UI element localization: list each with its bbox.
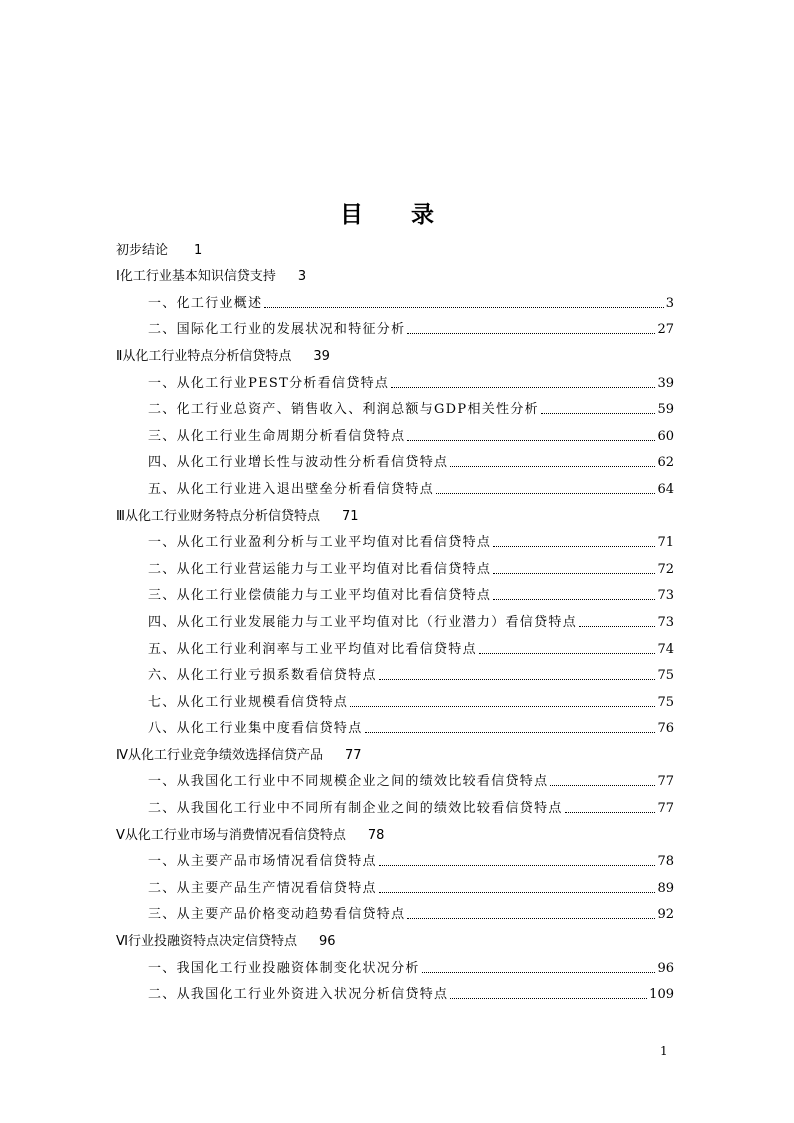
toc-chapter-title: Ⅲ从化工行业财务特点分析信贷特点 <box>116 508 320 524</box>
dot-leader <box>407 440 655 441</box>
toc-section-entry[interactable] <box>116 872 674 899</box>
toc-page-number: 96 <box>657 960 674 976</box>
toc-section-title: 二、从主要产品生产情况看信贷特点 <box>148 880 377 896</box>
toc-page-number: 39 <box>657 375 674 391</box>
toc-chapter-entry[interactable] <box>116 261 674 288</box>
dot-leader <box>379 865 656 866</box>
dot-leader <box>450 466 655 467</box>
toc-section-entry[interactable] <box>116 846 674 873</box>
dot-leader <box>565 812 656 813</box>
dot-leader <box>422 972 656 973</box>
toc-page-number: 60 <box>657 428 674 444</box>
toc-section-entry[interactable] <box>116 713 674 740</box>
dot-leader <box>379 892 656 893</box>
toc-section-entry[interactable] <box>116 527 674 554</box>
toc-page-number: 39 <box>313 348 330 364</box>
dot-leader <box>436 493 655 494</box>
toc-page-number: 109 <box>649 987 674 1003</box>
toc-section-title: 五、从化工行业利润率与工业平均值对比看信贷特点 <box>148 641 477 657</box>
toc-page-number: 72 <box>657 561 674 577</box>
dot-leader <box>391 387 655 388</box>
toc-page-number: 75 <box>657 668 674 684</box>
dot-leader <box>407 333 655 334</box>
toc-section-entry[interactable] <box>116 979 674 1006</box>
dot-leader <box>493 599 655 600</box>
toc-page-number: 77 <box>345 747 362 763</box>
dot-leader <box>579 626 655 627</box>
toc-page-number: 71 <box>657 535 674 551</box>
toc-section-entry[interactable] <box>116 287 674 314</box>
toc-section-entry[interactable] <box>116 367 674 394</box>
toc-section-entry[interactable] <box>116 447 674 474</box>
toc-section-entry[interactable] <box>116 766 674 793</box>
toc-section-title: 二、国际化工行业的发展状况和特征分析 <box>148 322 406 338</box>
page-title: 目 录 <box>339 202 454 228</box>
toc-page-number: 73 <box>657 614 674 630</box>
toc-section-title: 一、我国化工行业投融资体制变化状况分析 <box>148 960 420 976</box>
toc-section-entry[interactable] <box>116 553 674 580</box>
toc-section-title: 五、从化工行业进入退出壁垒分析看信贷特点 <box>148 481 435 497</box>
toc-page-number: 71 <box>341 508 359 524</box>
toc-section-title: 六、从化工行业亏损系数看信贷特点 <box>148 668 377 684</box>
toc-section-title: 三、从化工行业生命周期分析看信贷特点 <box>148 428 406 444</box>
toc-chapter-title: Ⅱ从化工行业特点分析信贷特点 <box>116 348 292 364</box>
toc-section-entry[interactable] <box>116 633 674 660</box>
dot-leader <box>407 918 655 919</box>
dot-leader <box>550 785 655 786</box>
toc-chapter-entry[interactable] <box>116 340 674 367</box>
toc-section-title: 一、从我国化工行业中不同规模企业之间的绩效比较看信贷特点 <box>148 774 549 790</box>
toc-section-title: 四、从化工行业增长性与波动性分析看信贷特点 <box>148 455 449 471</box>
toc-section-entry[interactable] <box>116 314 674 341</box>
toc-chapter-entry[interactable] <box>116 819 674 846</box>
toc-chapter-entry[interactable] <box>116 500 674 527</box>
toc-section-title: 七、从化工行业规模看信贷特点 <box>148 694 349 710</box>
dot-leader <box>379 679 656 680</box>
toc-page-number: 77 <box>657 801 674 817</box>
toc-page-number: 73 <box>657 588 674 604</box>
toc-section-entry[interactable] <box>116 580 674 607</box>
toc-chapter-title: Ⅰ化工行业基本知识信贷支持 <box>116 269 276 285</box>
toc-page-number: 78 <box>367 827 385 843</box>
toc-page-number: 89 <box>657 880 674 896</box>
toc-page-number: 59 <box>657 402 674 418</box>
toc-page-number: 92 <box>657 907 674 923</box>
toc-section-title: 二、化工行业总资产、销售收入、利润总额与GDP相关性分析 <box>148 402 539 418</box>
toc-section-title: 一、从化工行业盈利分析与工业平均值对比看信贷特点 <box>148 535 492 551</box>
table-of-contents <box>116 234 674 1005</box>
dot-leader <box>541 413 655 414</box>
toc-section-entry[interactable] <box>116 686 674 713</box>
toc-section-title: 八、从化工行业集中度看信贷特点 <box>148 721 363 737</box>
dot-leader <box>493 546 655 547</box>
toc-chapter-entry[interactable] <box>116 925 674 952</box>
dot-leader <box>493 573 655 574</box>
dot-leader <box>350 706 655 707</box>
toc-section-title: 三、从化工行业偿债能力与工业平均值对比看信贷特点 <box>148 588 492 604</box>
toc-page-number: 76 <box>657 721 674 737</box>
toc-section-entry[interactable] <box>116 792 674 819</box>
toc-page-number: 27 <box>657 322 674 338</box>
dot-leader <box>264 307 663 308</box>
toc-chapter-title: Ⅴ从化工行业市场与消费情况看信贷特点 <box>116 827 346 843</box>
toc-section-entry[interactable] <box>116 660 674 687</box>
toc-section-title: 二、从我国化工行业外资进入状况分析信贷特点 <box>148 987 449 1003</box>
toc-chapter-title: 初步结论 <box>116 242 169 258</box>
toc-chapter-title: Ⅳ从化工行业竞争绩效选择信贷产品 <box>116 747 323 763</box>
toc-section-title: 一、从主要产品市场情况看信贷特点 <box>148 854 377 870</box>
toc-chapter-entry[interactable] <box>116 234 674 261</box>
toc-section-entry[interactable] <box>116 606 674 633</box>
dot-leader <box>479 653 656 654</box>
toc-section-title: 二、从化工行业营运能力与工业平均值对比看信贷特点 <box>148 561 492 577</box>
toc-page-number: 96 <box>319 934 336 950</box>
toc-page-number: 3 <box>665 295 674 311</box>
toc-page-number: 1 <box>194 242 203 258</box>
toc-section-entry[interactable] <box>116 952 674 979</box>
toc-page-number: 77 <box>657 774 674 790</box>
toc-page-number: 74 <box>657 641 674 657</box>
toc-section-title: 三、从主要产品价格变动趋势看信贷特点 <box>148 907 406 923</box>
toc-section-title: 二、从我国化工行业中不同所有制企业之间的绩效比较看信贷特点 <box>148 801 563 817</box>
dot-leader <box>365 732 656 733</box>
toc-page-number: 64 <box>657 481 674 497</box>
toc-section-title: 一、从化工行业PEST分析看信贷特点 <box>148 375 390 391</box>
toc-section-title: 四、从化工行业发展能力与工业平均值对比（行业潜力）看信贷特点 <box>148 614 578 630</box>
toc-section-entry[interactable] <box>116 899 674 926</box>
toc-section-title: 一、化工行业概述 <box>148 295 263 311</box>
dot-leader <box>450 998 647 999</box>
toc-chapter-title: Ⅵ行业投融资特点决定信贷特点 <box>116 934 297 950</box>
toc-page-number: 62 <box>657 455 674 471</box>
toc-page-number: 78 <box>657 854 674 870</box>
toc-page-number: 75 <box>657 694 674 710</box>
toc-section-entry[interactable] <box>116 420 674 447</box>
toc-page-number: 3 <box>297 269 307 285</box>
page-number: 1 <box>660 1044 668 1058</box>
toc-chapter-entry[interactable] <box>116 739 674 766</box>
toc-section-entry[interactable] <box>116 394 674 421</box>
toc-section-entry[interactable] <box>116 473 674 500</box>
